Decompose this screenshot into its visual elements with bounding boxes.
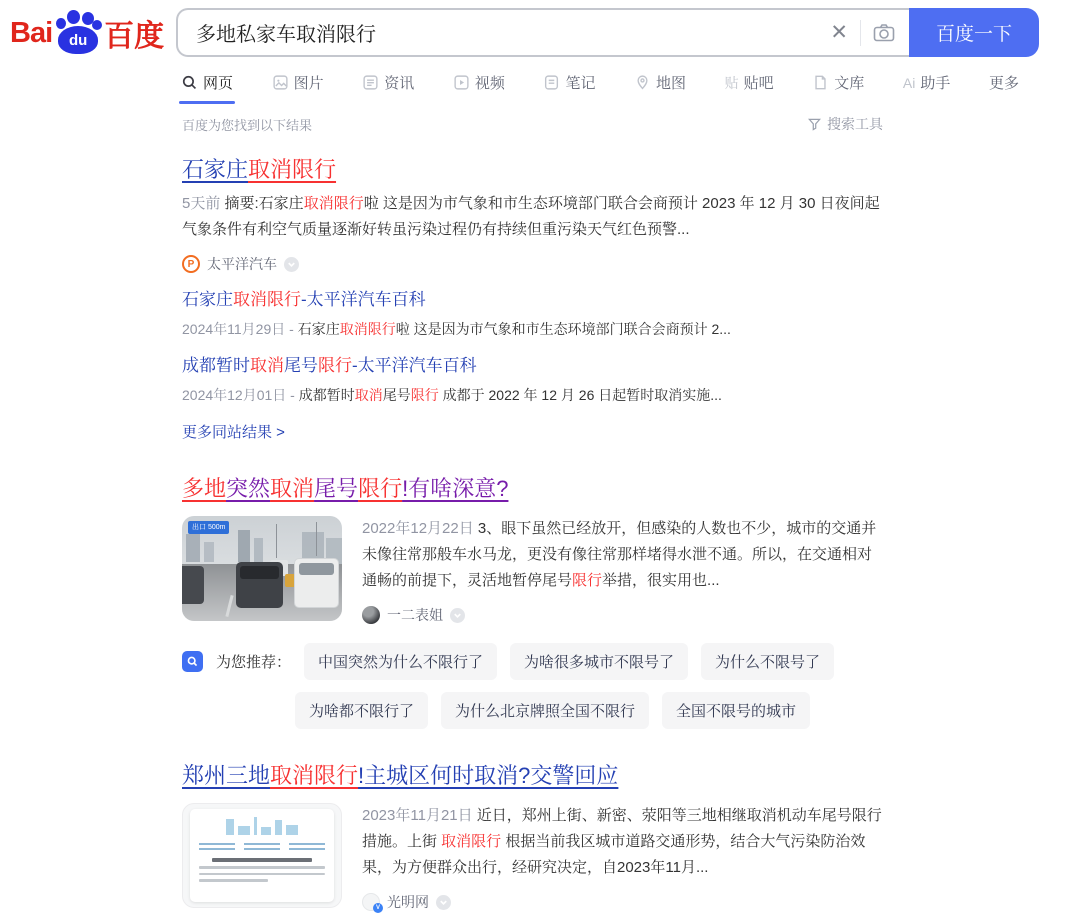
text-segment: 成都暂时 [182, 356, 250, 375]
result-thumbnail-traffic[interactable] [182, 516, 342, 621]
text-segment: 限行 [318, 356, 352, 375]
source-more-icon[interactable] [450, 608, 465, 623]
text-segment: 石家庄 [297, 321, 340, 337]
text-segment: 摘要:石家庄 [224, 195, 304, 212]
search-input[interactable] [194, 20, 822, 45]
text-segment: 根据当前我区城市道路交通形势，结合大气污染防治效果，为方便群众出行，经研究决定，自2023年11月... [362, 833, 866, 876]
text-segment: 成都于 2022 年 12 月 26 日起暂时取消实施... [438, 387, 722, 403]
tab-webpages[interactable]: 网页 [181, 72, 233, 104]
author-avatar [362, 606, 380, 624]
recommend-chip[interactable]: 为什么不限号了 [701, 643, 834, 680]
text-segment: 取消 [354, 387, 383, 403]
tab-notes[interactable]: 笔记 [543, 72, 595, 104]
more-same-site-link[interactable]: 更多同站结果 > [182, 424, 285, 441]
source-more-icon[interactable] [436, 895, 451, 910]
thumb-document-card [190, 809, 334, 902]
text-segment: !有啥深意? [402, 476, 509, 501]
text-segment: 郑州三地 [182, 763, 271, 788]
result-zhengzhou [182, 761, 883, 912]
text-segment: 多地 [182, 476, 227, 501]
tab-news[interactable]: 资讯 [362, 72, 414, 104]
result-snippet [362, 516, 883, 594]
logo-text-bai: Bai [10, 16, 53, 49]
result-title-link[interactable] [182, 761, 618, 790]
search-tools-button[interactable]: 搜索工具 [807, 114, 883, 134]
ai-icon: Ai [902, 74, 916, 91]
note-icon [543, 74, 560, 91]
text-segment: 尾号 [314, 476, 359, 501]
text-segment: 突然 [226, 476, 271, 501]
result-duodi [182, 474, 883, 729]
funnel-icon [807, 117, 822, 132]
result-title-link[interactable] [182, 474, 508, 503]
result-snippet [182, 191, 883, 243]
text-segment: 限行 [572, 572, 603, 589]
text-segment: 取消限行 [441, 833, 502, 850]
tab-bar [181, 72, 1019, 104]
text-segment: 尾号 [284, 356, 318, 375]
subresult-snippet [182, 384, 883, 406]
text-segment: 举措，很实用也... [602, 572, 720, 589]
image-icon [272, 74, 289, 91]
meta-row [182, 114, 883, 134]
recommend-chip[interactable]: 为什么北京牌照全国不限行 [441, 692, 649, 729]
search-icon [181, 74, 198, 91]
source-name[interactable]: 太平洋汽车 [207, 256, 277, 272]
text-segment: -太平洋汽车百科 [301, 290, 426, 309]
subresult-title-link[interactable] [182, 355, 883, 377]
text-segment: 限行 [358, 476, 403, 501]
text-segment: 取消限行 [270, 763, 359, 788]
tab-tieba[interactable]: 贴 贴吧 [724, 74, 774, 92]
recommend-icon [182, 651, 203, 672]
top-bar [0, 0, 1081, 57]
text-segment: 2024年11月29日 - [182, 321, 298, 337]
tab-videos[interactable]: 视频 [453, 72, 505, 104]
search-divider [860, 20, 861, 46]
recommend-chip[interactable]: 中国突然为什么不限行了 [304, 643, 497, 680]
verified-badge: V [373, 903, 383, 913]
search-area [176, 8, 1039, 57]
doc-icon [812, 74, 829, 91]
source-name[interactable]: 一二表姐 [387, 607, 443, 623]
source-row [362, 892, 883, 912]
text-segment: 限行 [410, 387, 439, 403]
map-pin-icon [634, 74, 651, 91]
search-box [176, 8, 909, 57]
recommend-chip[interactable]: 全国不限号的城市 [662, 692, 810, 729]
text-segment: 取消 [270, 476, 315, 501]
result-snippet [362, 803, 883, 881]
results-info: 百度为您找到以下结果 [182, 117, 313, 133]
results-list [182, 155, 883, 912]
text-segment: 啦 这是因为市气象和市生态环境部门联合会商预计 2023 年 12 月 30 日夜间起气象条件有利空气质量逐渐好转虽污染过程仍有持续但重污染天气红色预警... [182, 195, 880, 238]
result-title-link[interactable] [182, 155, 336, 184]
source-row [362, 605, 883, 625]
camera-icon[interactable] [871, 21, 897, 45]
text-segment: 成都暂时 [298, 387, 355, 403]
text-segment: 取消限行 [233, 290, 301, 309]
text-segment: 取消 [250, 356, 284, 375]
text-segment: 3、眼下虽然已经放开，但感染的人数也不少，城市的交通并未像往常那般车水马龙，更没有像往常那样堵得水泄不通。所以，在交通相对通畅的前提下，灵活地暂停尾号 [362, 520, 877, 589]
thumb-car [182, 566, 204, 604]
text-segment: 2022年12月22日 [362, 520, 478, 537]
subresult-title-link[interactable] [182, 289, 883, 311]
gmw-logo-icon [362, 893, 380, 911]
text-segment: 石家庄 [182, 290, 233, 309]
baidu-logo[interactable] [10, 10, 170, 56]
recommend-chip[interactable]: 为啥很多城市不限号了 [510, 643, 688, 680]
recommend-label: 为您推荐： [216, 654, 292, 671]
source-more-icon[interactable] [284, 257, 299, 272]
tab-more[interactable]: 更多 [988, 75, 1019, 92]
tab-maps[interactable]: 地图 [634, 72, 686, 104]
recommend-section [182, 643, 883, 729]
baidu-paw-icon [53, 10, 103, 56]
pacific-auto-logo-icon: P [182, 255, 200, 273]
text-segment: 2024年12月01日 - [182, 387, 299, 403]
result-thumbnail-document[interactable] [182, 803, 342, 908]
thumb-road-sign: 出口 500m [188, 521, 229, 534]
recommend-chip[interactable]: 为啥都不限行了 [295, 692, 428, 729]
text-segment: 取消限行 [339, 321, 396, 337]
tab-wenku[interactable]: 文库 [812, 72, 864, 104]
thumb-skyline [199, 815, 325, 835]
logo-text-cn: 百度 [104, 20, 165, 53]
text-segment: 取消限行 [248, 157, 337, 182]
news-icon [362, 74, 379, 91]
text-segment: 尾号 [382, 387, 411, 403]
text-segment: 石家庄 [182, 157, 249, 182]
source-row [182, 254, 883, 274]
text-segment: 啦 这是因为市气象和市生态环境部门联合会商预计 2... [395, 321, 731, 337]
source-name[interactable]: 光明网 [387, 894, 429, 910]
thumb-car [236, 562, 283, 608]
search-button[interactable]: 百度一下 [909, 8, 1039, 57]
tab-assistant[interactable]: Ai 助手 [902, 74, 951, 92]
result-shijiazhuang [182, 155, 883, 442]
logo-text-du: du [68, 31, 88, 49]
text-segment: 2023年11月21日 [362, 807, 477, 824]
text-segment: 5天前 [182, 195, 225, 212]
video-icon [453, 74, 470, 91]
text-segment: -太平洋汽车百科 [352, 356, 477, 375]
text-segment: 近日，郑州上街、新密、荥阳等三地相继取消机动车尾号限行措施。上街 [362, 807, 882, 850]
text-segment: 取消限行 [303, 195, 364, 212]
tieba-icon: 贴 [724, 74, 739, 91]
thumb-doc-title-bar [212, 858, 313, 862]
tab-images[interactable]: 图片 [272, 72, 324, 104]
subresult-snippet [182, 318, 883, 340]
text-segment: !主城区何时取消?交警回应 [358, 763, 619, 788]
clear-icon[interactable]: ✕ [830, 21, 848, 44]
thumb-car [294, 558, 339, 608]
